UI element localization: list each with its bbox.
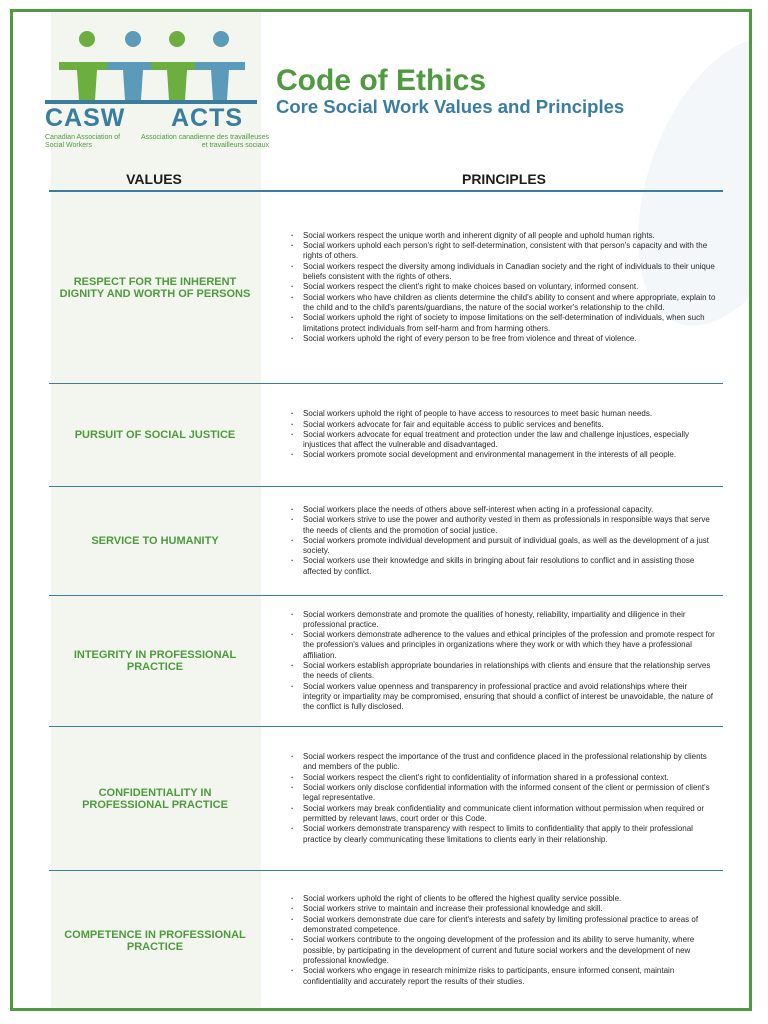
principle-item: · Social workers respect the client's right to make choices based on voluntary, informed consent. (291, 282, 717, 292)
principles-cell (261, 596, 723, 726)
principles-cell (261, 871, 723, 1010)
logo-acts-text: ACTS (171, 104, 244, 132)
principle-item: · Social workers who have children as clients determine the child's ability to consent and where appropriate, explain to the child and to the child's parents/guardians, the nature of the social worker's relationship to the child. (291, 293, 717, 314)
page-subtitle: Core Social Work Values and Principles (276, 96, 625, 117)
principle-item: · Social workers uphold the right of every person to be free from violence and threat of violence. (291, 334, 717, 344)
principles-list (291, 610, 717, 713)
principle-item: · Social workers respect the diversity among individuals in Canadian society and the right of individuals to their unique beliefs consistent with the rights of others. (291, 262, 717, 283)
table-row (49, 384, 723, 487)
value-label: SERVICE TO HUMANITY (91, 535, 219, 547)
principle-item: · Social workers demonstrate transparency with respect to limits to confidentiality that apply to their professional practice by clearly communicating these limitations to clients early in their relationship. (291, 824, 717, 845)
table-row (49, 596, 723, 727)
principles-cell (261, 192, 723, 383)
principles-list (291, 231, 717, 344)
table-row (49, 192, 723, 384)
principle-item: · Social workers uphold the right of clients to be offered the highest quality service possible. (291, 894, 717, 904)
principle-item: · Social workers advocate for equal treatment and protection under the law and challenge injustices, especially injustices that affect the vulnerable and disadvantaged. (291, 430, 717, 451)
value-label: COMPETENCE IN PROFESSIONAL PRACTICE (64, 928, 246, 953)
principle-item: · Social workers establish appropriate boundaries in relationships with clients and ensure that the relationship serves the needs of clients. (291, 661, 717, 682)
principle-item: · Social workers respect the importance of the trust and confidence placed in the professional relationship by clients and members of the public. (291, 752, 717, 773)
value-label: RESPECT FOR THE INHERENT DIGNITY AND WORTH OF PERSONS (59, 275, 251, 300)
principle-item: · Social workers who engage in research minimize risks to participants, ensure informed consent, maintain confidentiality and accurately report the results of their studies. (291, 966, 717, 987)
principle-item: · Social workers place the needs of others above self-interest when acting in a professional capacity. (291, 505, 717, 515)
logo-subtitle-french: Association canadienne des travailleuses et travailleurs sociaux (140, 134, 269, 149)
principles-cell (261, 487, 723, 595)
principle-item: · Social workers uphold each person's right to self-determination, consistent with that person's capacity and with the rights of others. (291, 241, 717, 262)
value-label: CONFIDENTIALITY IN PROFESSIONAL PRACTICE (82, 786, 228, 811)
logo-casw-text: CASW (45, 104, 126, 132)
principle-item: · Social workers demonstrate and promote the qualities of honesty, reliability, impartiality and diligence in their professional practice. (291, 610, 717, 631)
principles-cell (261, 384, 723, 486)
page-frame (10, 9, 752, 1011)
table-body (49, 192, 723, 1011)
principle-item: · Social workers promote social development and environmental management in the interests of all people. (291, 450, 717, 460)
principle-item: · Social workers may break confidentiality and communicate client information without permission when required or permitted by relevant laws, court order or this Code. (291, 804, 717, 825)
people-figures-icon (57, 30, 247, 105)
principles-list (291, 505, 717, 577)
principle-item: · Social workers strive to maintain and increase their professional knowledge and skill. (291, 904, 717, 914)
values-column-header: VALUES (126, 171, 182, 187)
principle-item: · Social workers value openness and transparency in professional practice and avoid relationships where their integrity or impartiality may be compromised, ensuring that should a conflict of interest be unavoidable, the nature of the conflict is fully disclosed. (291, 682, 717, 713)
principle-item: · Social workers advocate for fair and equitable access to public services and benefits. (291, 420, 717, 430)
principle-item: · Social workers demonstrate adherence to the values and ethical principles of the profession and promote respect for the profession's values and principles in organizations where they work or with which they have a professional affiliation. (291, 630, 717, 661)
value-label: INTEGRITY IN PROFESSIONAL PRACTICE (73, 649, 237, 673)
principle-item: · Social workers respect the client's right to confidentiality of information shared in a professional context. (291, 773, 717, 783)
casw-acts-logo (43, 30, 269, 150)
principles-column-header: PRINCIPLES (461, 171, 546, 187)
table-row (49, 487, 723, 596)
logo-subtitle-english: Canadian Association of Social Workers (45, 134, 121, 149)
principle-item: · Social workers uphold the right of society to impose limitations on the self-determination of individuals, when such limitations protect individuals from self-harm and from harming others. (291, 313, 717, 334)
principles-cell (261, 727, 723, 870)
principle-item: · Social workers contribute to the ongoing development of the profession and its ability to serve humanity, where possible, by participating in the development of current and future social workers and the development of new professional knowledge. (291, 935, 717, 966)
principle-item: · Social workers respect the unique worth and inherent dignity of all people and uphold human rights. (291, 231, 717, 241)
values-principles-table (49, 164, 723, 1011)
principle-item: · Social workers promote individual development and pursuit of individual goals, as well as the development of a just society. (291, 536, 717, 557)
page-title: Code of Ethics (276, 64, 487, 97)
table-header (49, 164, 723, 192)
principle-item: · Social workers strive to use the power and authority vested in them as professionals in responsible ways that serve the needs of clients and the promotion of social justice. (291, 515, 717, 536)
value-label: PURSUIT OF SOCIAL JUSTICE (74, 429, 236, 441)
principles-list (291, 894, 717, 987)
table-row (49, 871, 723, 1011)
principle-item: · Social workers only disclose confidential information with the informed consent of the client or permission of client's legal representative. (291, 783, 717, 804)
principles-list (291, 409, 717, 460)
principle-item: · Social workers demonstrate due care for client's interests and safety by limiting professional practice to areas of demonstrated competence. (291, 915, 717, 936)
principle-item: · Social workers use their knowledge and skills in bringing about fair resolutions to conflict and in assisting those affected by conflict. (291, 556, 717, 577)
page-header (13, 12, 749, 162)
principle-item: · Social workers uphold the right of people to have access to resources to meet basic human needs. (291, 409, 717, 419)
table-row (49, 727, 723, 871)
principles-list (291, 752, 717, 845)
